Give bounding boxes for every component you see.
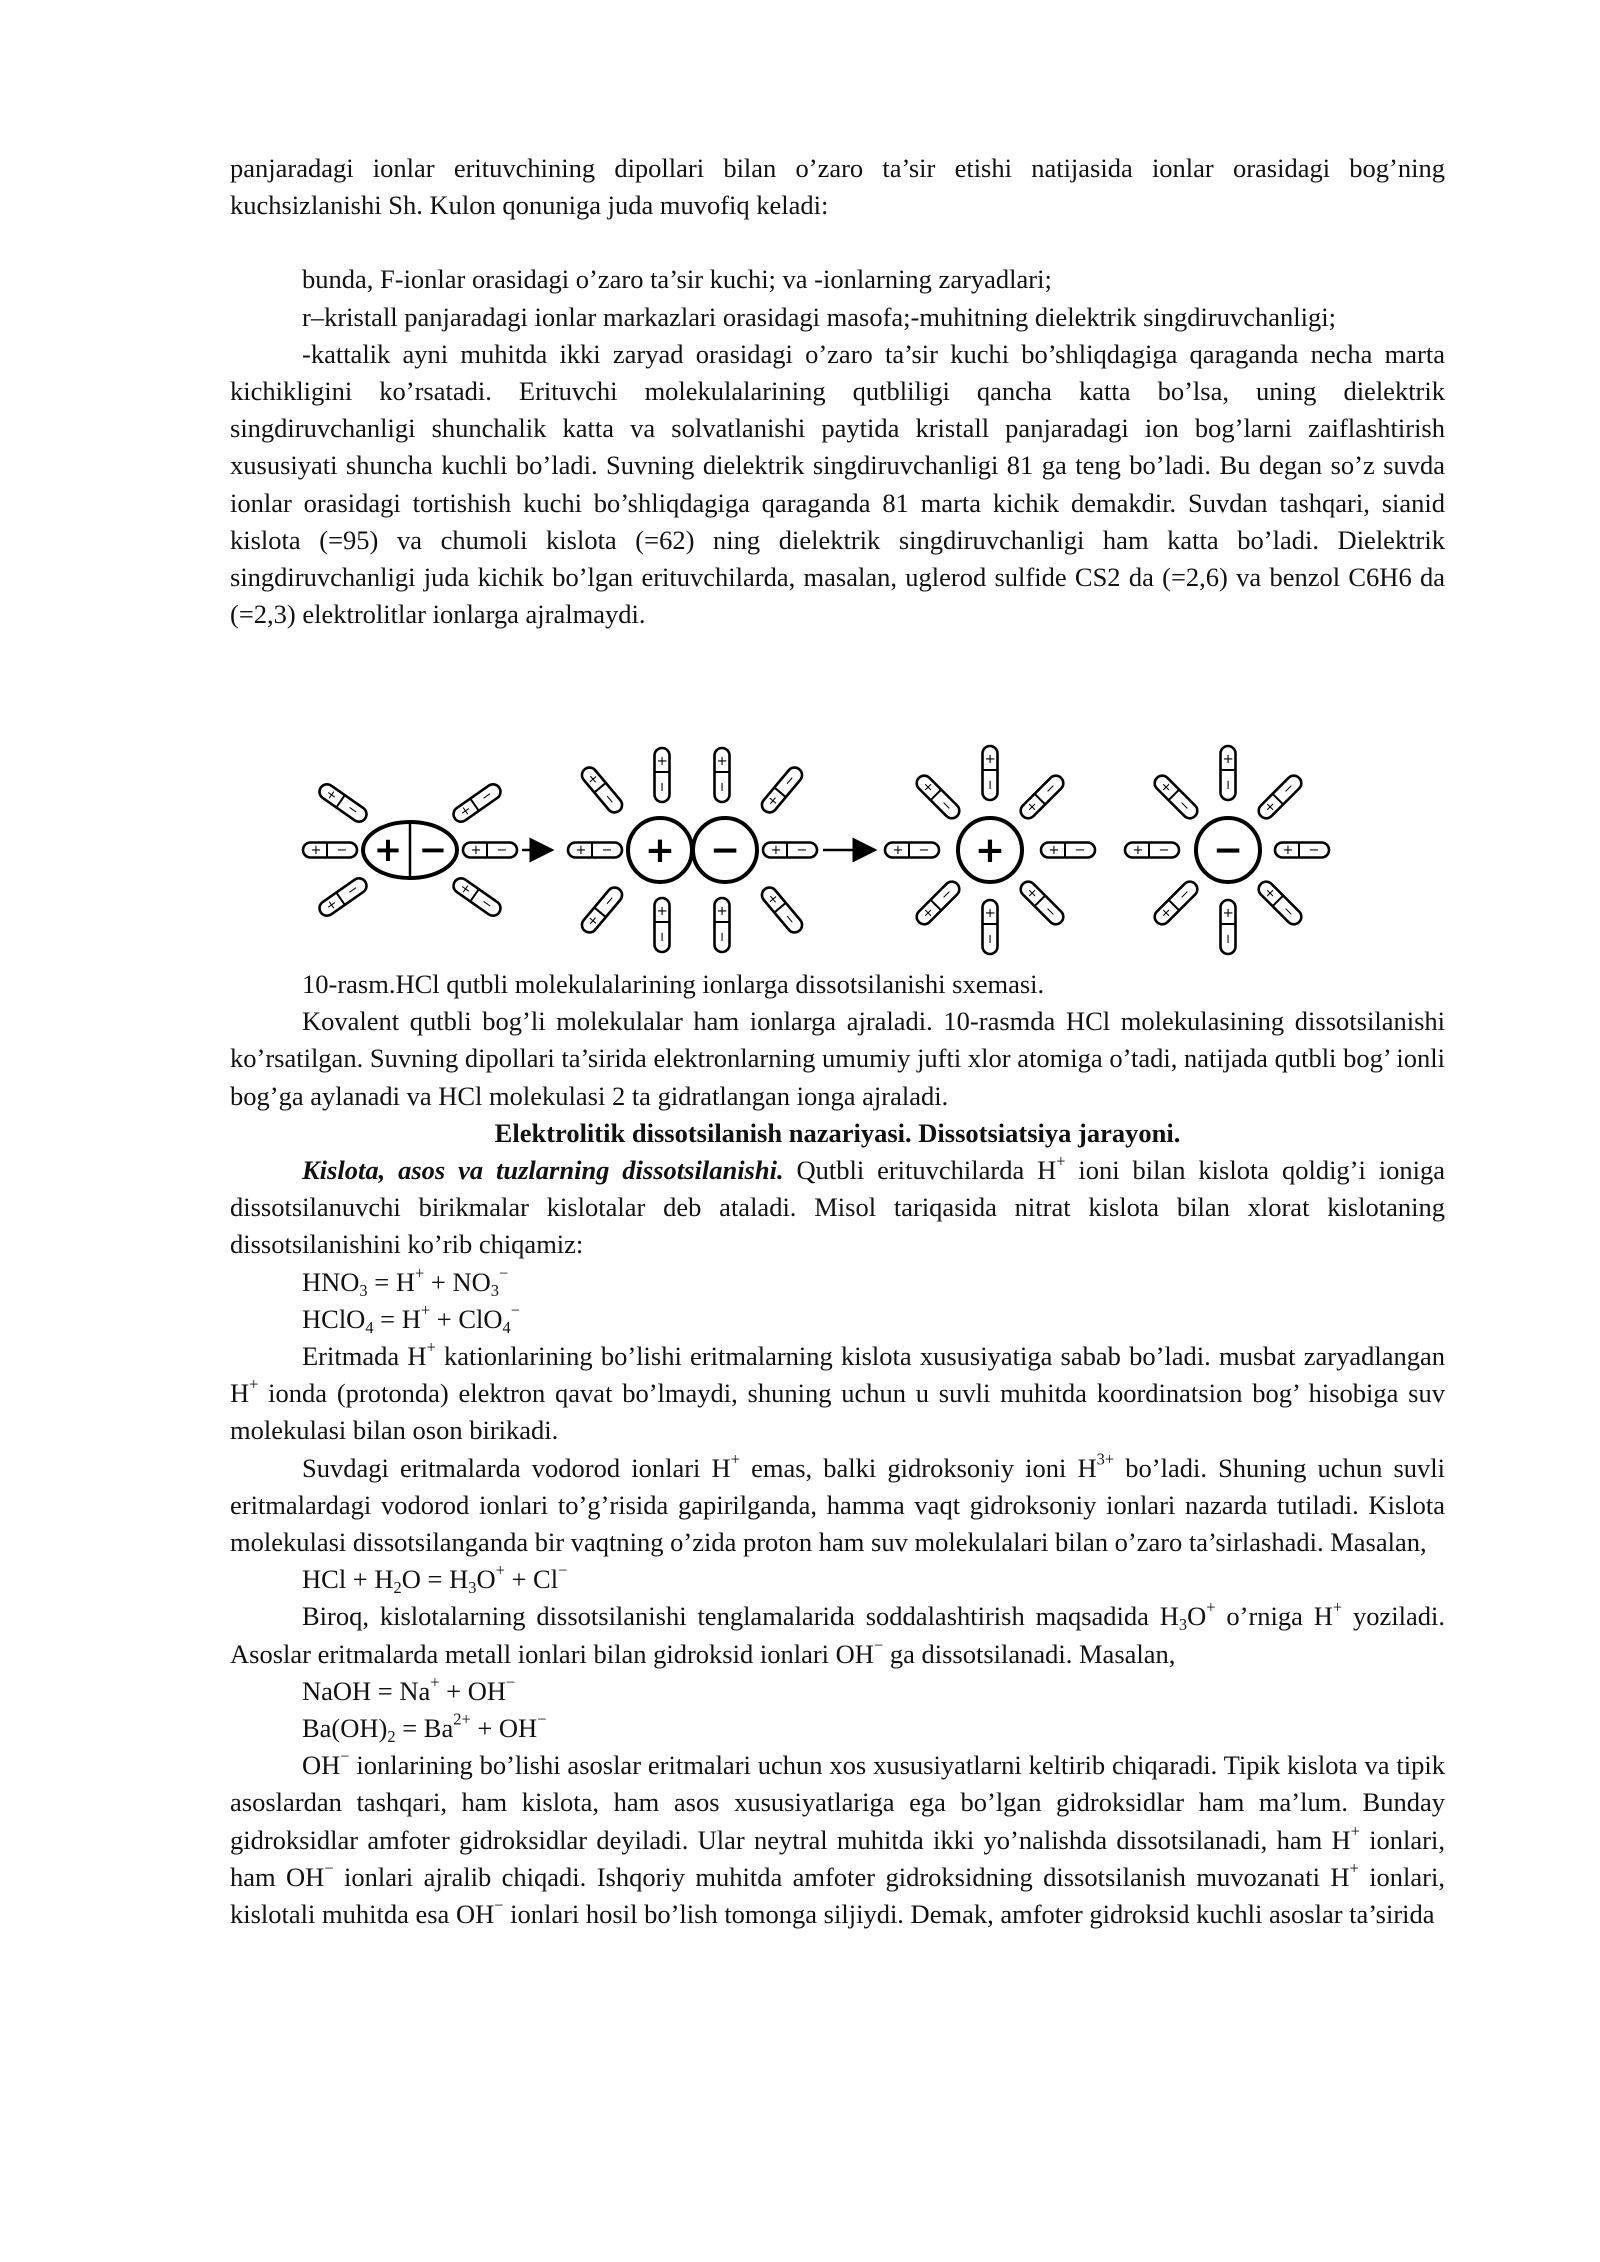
subscript: 2 xyxy=(393,1578,402,1598)
text-run: O xyxy=(1187,1601,1207,1632)
text-run: Qutbli erituvchilarda H xyxy=(783,1155,1057,1186)
subscript: 3 xyxy=(468,1578,477,1598)
section-heading: Elektrolitik dissotsilanish nazariyasi. Dissotsiatsiya jarayoni. xyxy=(494,1117,1181,1148)
minus-sign: − xyxy=(1212,830,1244,871)
superscript: − xyxy=(873,1635,884,1655)
text-run: ionlari ajralib chiqadi. Ishqoriy muhitda amfoter gidroksidning dissotsilanish muvozanati H xyxy=(333,1861,1350,1892)
paragraph: Kovalent qutbli bog’li molekulalar ham ionlarga ajraladi. 10-rasmda HCl molekulasining dissotsilanishi ko’rsatilgan. Suvning dipollari ta’sirida elektronlarning umumiy jufti xlor atomiga o’tadi, natijada qutbli bog’ ionli bog’ga aylanadi va HCl molekulasi 2 ta gidratlangan ionga ajraladi. xyxy=(230,1006,1445,1111)
text-run: ga dissotsilanadi. Masalan, xyxy=(883,1638,1176,1669)
superscript: + xyxy=(1350,1821,1360,1841)
text-run: ionlarining bo’lishi asoslar eritmalari uchun xos xususiyatlarni keltirib chiqaradi. Tipik kislota va tipik asoslardan tashqari, ham kislota, ham asos xususiyatlariga ega bo’lgan gidroksidlar ham ma’lum. Bunday gidroksidlar amfoter gidroksidlar deyiladi. Ular neytral muhitda ikki yo’nalishda dissotsilanadi, ham H xyxy=(230,1750,1445,1855)
ion-pair-group xyxy=(568,748,817,952)
text-run: kationlarining bo’lishi eritmalarning kislota xususiyatiga sabab bo’ladi. musbat zaryadlangan H xyxy=(230,1341,1446,1409)
text-run: HCl + H xyxy=(302,1564,394,1595)
hydrated-anion-group xyxy=(1125,746,1329,954)
text-run: o’rniga H xyxy=(1215,1601,1333,1632)
text-run: = Ba xyxy=(395,1713,454,1744)
text-run: + OH xyxy=(439,1675,507,1706)
superscript: + xyxy=(730,1449,740,1469)
superscript: + xyxy=(420,1300,431,1320)
paragraph: -kattalik ayni muhitda ikki zaryad orasidagi o’zaro ta’sir kuchi bo’shliqdagiga qaraganda necha marta kichikligini ko’rsatadi. Erituvchi molekulalarining qutbliligi qancha katta bo’lsa, uning dielektrik singdiruvchanligi shunchalik katta va solvatlanishi paytida kristall panjaradagi ion bog’larni zaiflashtirish xususiyati shuncha kuchli bo’ladi. Suvning dielektrik singdiruvchanligi 81 ga teng bo’ladi. Bu degan so’z suvda ionlar orasidagi tortishish kuchi bo’shliqdagiga qaraganda 81 marta kichik demakdir. Suvdan tashqari, sianid kislota (=95) va chumoli kislota (=62) ning dielektrik singdiruvchanligi ham katta bo’ladi. Dielektrik singdiruvchanligi juda kichik bo’lgan erituvchilarda, masalan, uglerod sulfide CS2 da (=2,6) va benzol C6H6 da (=2,3) elektrolitlar ionlarga ajralmaydi. xyxy=(230,338,1445,630)
caption-text: 10-rasm.HCl qutbli molekulalarining ionlarga dissotsilanishi sxemasi. xyxy=(302,969,1045,999)
equation-hno3 xyxy=(230,1264,1445,1301)
superscript: − xyxy=(506,1672,516,1692)
text-run: O = H xyxy=(401,1564,469,1595)
superscript: + xyxy=(414,1263,425,1283)
plus-sign: + xyxy=(373,830,403,870)
superscript: 3+ xyxy=(1096,1449,1115,1469)
subscript: 2 xyxy=(387,1726,396,1746)
plus-sign: + xyxy=(974,830,1006,871)
text-run: = H xyxy=(373,1303,421,1334)
superscript: − xyxy=(510,1300,521,1320)
superscript: + xyxy=(495,1560,505,1580)
minus-sign: − xyxy=(418,830,448,870)
text-block-bottom xyxy=(230,966,1445,1933)
equation-naoh xyxy=(230,1673,1445,1710)
superscript: − xyxy=(340,1746,350,1766)
superscript: + xyxy=(249,1374,259,1394)
text-run: OH xyxy=(302,1750,341,1781)
text-run: + OH xyxy=(470,1713,538,1744)
text-run: NaOH = Na xyxy=(302,1675,431,1706)
text-run: yoziladi. Asoslar eritmalarda metall ionlari bilan gidroksid ionlari OH xyxy=(230,1601,1445,1669)
superscript: − xyxy=(494,1895,504,1915)
plus-sign: + xyxy=(644,830,676,871)
superscript: + xyxy=(1056,1151,1066,1171)
subscript: 4 xyxy=(365,1317,374,1337)
subscript: 3 xyxy=(1178,1615,1188,1635)
text-run: bo’ladi. Shuning uchun suvli eritmalardagi vodorod ionlari to’g’risida gapirilganda, hamma vaqt gidroksoniy ionlari nazarda tutiladi. Kislota molekulasi dissotsilanganda bir vaqtning o’zida proton ham suv molekulalari bilan o’zaro ta’sirlashadi. Masalan, xyxy=(230,1452,1445,1558)
paragraph: bunda, F-ionlar orasidagi o’zaro ta’sir kuchi; va -ionlarning zaryadlari; xyxy=(302,264,1052,295)
figure-caption xyxy=(230,966,1445,1003)
paragraph xyxy=(230,1152,1445,1264)
hcl-molecule-group xyxy=(303,781,517,919)
paragraph xyxy=(230,1450,1445,1562)
dissociation-scheme-svg: + − + − + − + − xyxy=(290,735,1330,970)
equation-baoh2 xyxy=(230,1710,1445,1747)
paragraph xyxy=(230,1338,1445,1450)
text-run: + NO xyxy=(424,1266,491,1297)
text-run: ionlari hosil bo’lish tomonga siljiydi. Demak, amfoter gidroksid kuchli asoslar ta’sirida xyxy=(503,1899,1435,1930)
text-run: ionlari, ham OH xyxy=(230,1824,1445,1892)
superscript: + xyxy=(430,1672,440,1692)
text-run: Ba(OH) xyxy=(302,1713,388,1744)
superscript: − xyxy=(498,1263,509,1283)
superscript: + xyxy=(1349,1858,1359,1878)
hydrated-cation-group xyxy=(885,746,1095,954)
text-run: HNO xyxy=(302,1266,360,1297)
dissociation-diagram xyxy=(270,728,1330,970)
formula-gap xyxy=(230,224,1445,261)
superscript: + xyxy=(1206,1598,1216,1618)
superscript: 2+ xyxy=(453,1709,471,1729)
text-run: + ClO xyxy=(430,1303,503,1334)
text-run: Suvdagi eritmalarda vodorod ionlari H xyxy=(302,1452,731,1483)
subscript: 4 xyxy=(502,1317,511,1337)
text-run: O xyxy=(476,1564,496,1595)
equation-hcl xyxy=(230,1561,1445,1598)
text-block-top xyxy=(230,150,1445,633)
text-run: Biroq, kislotalarning dissotsilanishi tenglamalarida soddalashtirish maqsadida H xyxy=(302,1601,1179,1632)
paragraph-title: Kislota, asos va tuzlarning dissotsilanishi. xyxy=(302,1155,784,1186)
superscript: − xyxy=(324,1858,334,1878)
equation-hclo4 xyxy=(230,1301,1445,1338)
text-run: = H xyxy=(367,1266,415,1297)
text-run: + Cl xyxy=(504,1564,559,1595)
paragraph xyxy=(230,1598,1445,1672)
paragraph: panjaradagi ionlar erituvchining dipollari bilan o’zaro ta’sir etishi natijasida ionlar orasidagi bog’ning kuchsizlanishi Sh. Kulon qonuniga juda muvofiq keladi: xyxy=(230,153,1445,221)
minus-sign: − xyxy=(709,830,741,871)
superscript: − xyxy=(558,1560,568,1580)
text-run: emas, balki gidroksoniy ioni H xyxy=(739,1452,1097,1483)
superscript: + xyxy=(426,1337,436,1357)
superscript: − xyxy=(537,1709,547,1729)
text-run: Eritmada H xyxy=(302,1341,427,1372)
paragraph: r–kristall panjaradagi ionlar markazlari orasidagi masofa;-muhitning dielektrik singdiruvchanligi; xyxy=(302,301,1336,332)
subscript: 3 xyxy=(490,1280,499,1300)
text-run: ionda (protonda) elektron qavat bo’lmaydi, shuning uchun u suvli muhitda koordinatsion bog’ hisobiga suv molekulasi bilan oson birikadi. xyxy=(230,1378,1445,1446)
subscript: 3 xyxy=(359,1280,368,1300)
superscript: + xyxy=(1332,1598,1343,1618)
paragraph xyxy=(230,1747,1445,1933)
text-run: ionlari, kislotali muhitda esa OH xyxy=(230,1861,1445,1930)
text-run: HClO xyxy=(302,1303,366,1334)
text-run: ioni bilan kislota qoldig’i ioniga dissotsilanuvchi birikmalar kislotalar deb ataladi. Misol tariqasida nitrat kislota bilan xlorat kislotaning dissotsilanishini ko’rib chiqamiz: xyxy=(230,1155,1445,1260)
